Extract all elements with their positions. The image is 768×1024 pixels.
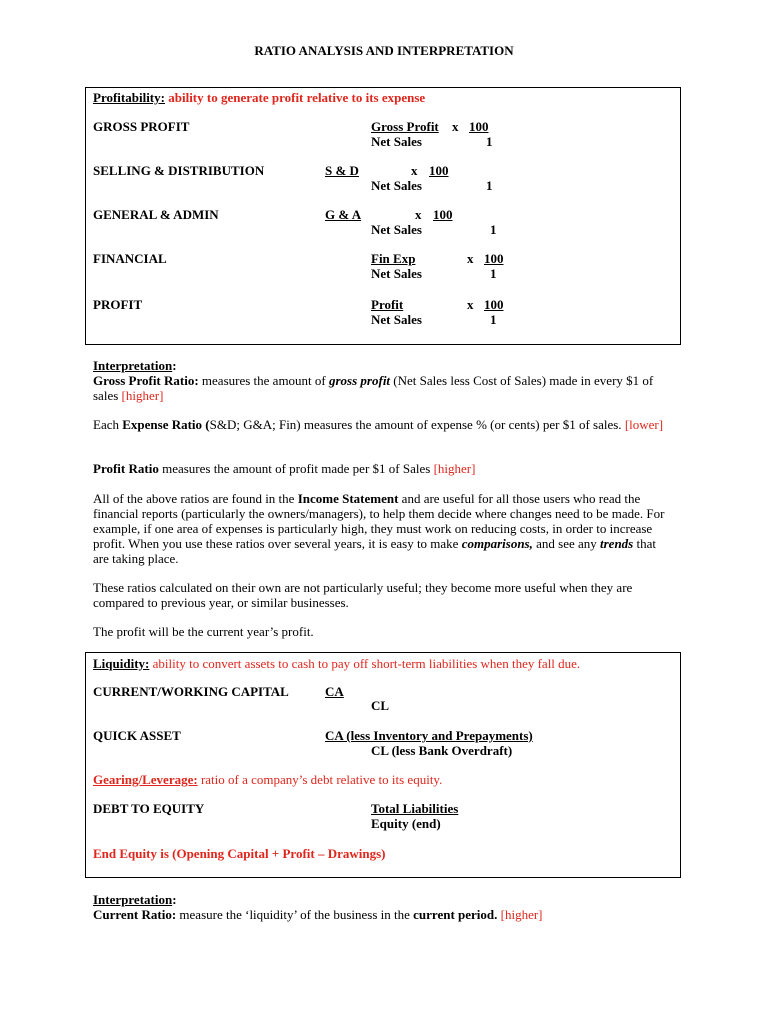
profitability-heading-line [93,90,425,105]
ratio-denominator: Equity (end) [371,816,441,831]
emphasis: gross profit [329,373,391,388]
text: (Net Sales less Cost of Sales) made in every $1 of sales [93,373,654,403]
gearing-description: ratio of a company’s debt relative to its equity. [197,772,443,787]
liquidity-heading: Liquidity: [93,656,150,671]
hundred: 100 [484,297,504,312]
text: measures the amount of [198,373,329,388]
hundred: 100 [484,251,504,266]
times-sign: x [467,297,474,312]
ratio-numerator: Profit [371,297,404,312]
end-equity-note: End Equity is (Opening Capital + Profit – Drawings) [93,846,386,861]
expense-ratio-label: Expense Ratio ( [122,417,210,432]
current-ratio-label: Current Ratio: [93,907,177,922]
ratio-numerator: G & A [325,207,362,222]
one: 1 [486,178,493,193]
times-sign: x [452,119,459,134]
one: 1 [490,222,497,237]
income-statement-paragraph [93,491,673,566]
ratio-label-selling-distribution: SELLING & DISTRIBUTION [93,163,265,178]
direction-tag: [higher] [433,461,476,476]
ratio-denominator: Net Sales [371,222,422,237]
ratio-denominator: CL (less Bank Overdraft) [371,743,513,758]
page-title: RATIO ANALYSIS AND INTERPRETATION [254,43,514,58]
text: measures the amount of profit made per $1 of Sales [158,461,434,476]
ratio-label-general-admin: GENERAL & ADMIN [93,207,219,222]
times-sign: x [415,207,422,222]
ratio-label-current: CURRENT/WORKING CAPITAL [93,684,289,699]
ratio-denominator: Net Sales [371,178,422,193]
ratio-numerator: Fin Exp [371,251,416,266]
ratio-label-financial: FINANCIAL [93,251,167,266]
gearing-heading-line [93,772,442,787]
hundred: 100 [469,119,489,134]
interpretation-heading-2 [93,892,177,907]
ratio-label-gross-profit: GROSS PROFIT [93,119,190,134]
liquidity-description: ability to convert assets to cash to pay off short-term liabilities when they fall due. [149,656,581,671]
ratio-numerator: Total Liabilities [371,801,459,816]
hundred: 100 [429,163,449,178]
emphasis: current period. [413,907,498,922]
text: S&D; G&A; Fin) measures the amount of expense % (or cents) per $1 of sales. [209,417,625,432]
profitability-description: ability to generate profit relative to its expense [164,90,426,105]
gearing-heading: Gearing/Leverage: [93,772,198,787]
text: and are useful for all those users who read the financial reports (particularly the owners/managers), to help them decide where changes need to be made. For example, if one area of expenses is particularly high, they must work on reducing costs, in order to increase profit. When you use these ratios over several years, it is easy to make [93,491,665,551]
ratio-label-profit: PROFIT [93,297,143,312]
text: measure the ‘liquidity’ of the business in the [176,907,414,922]
ratio-numerator: CA [325,684,344,699]
interpretation-heading [93,358,177,373]
hundred: 100 [433,207,453,222]
ratio-numerator: Gross Profit [371,119,439,134]
text: that are taking place. [93,536,656,566]
direction-tag: [higher] [500,907,543,922]
direction-tag: [higher] [121,388,164,403]
interpretation-heading-text: Interpretation [93,358,173,373]
liquidity-heading-line [93,656,580,671]
text: Each [93,417,123,432]
expense-ratio-paragraph [93,417,673,432]
current-profit-paragraph: The profit will be the current year’s profit. [93,624,314,639]
times-sign: x [467,251,474,266]
one: 1 [490,266,497,281]
ratio-denominator: Net Sales [371,134,422,149]
profitability-heading: Profitability: [93,90,165,105]
emphasis: Income Statement [297,491,399,506]
emphasis: trends [600,536,634,551]
ratio-denominator: Net Sales [371,312,422,327]
gross-profit-ratio-label: Gross Profit Ratio: [93,373,199,388]
current-ratio-paragraph [93,907,543,922]
interpretation-colon: : [172,892,177,907]
ratio-numerator: CA (less Inventory and Prepayments) [325,728,533,743]
profit-ratio-label: Profit Ratio [93,461,159,476]
one: 1 [486,134,493,149]
one: 1 [490,312,497,327]
ratio-numerator: S & D [325,163,359,178]
emphasis: comparisons, [461,536,533,551]
profit-ratio-paragraph [93,461,673,476]
interpretation-colon: : [172,358,177,373]
times-sign: x [411,163,418,178]
ratio-label-debt-to-equity: DEBT TO EQUITY [93,801,205,816]
direction-tag: [lower] [624,417,664,432]
interpretation-heading-text: Interpretation [93,892,173,907]
text: and see any [532,536,601,551]
ratio-denominator: Net Sales [371,266,422,281]
ratio-denominator: CL [371,698,390,713]
text: All of the above ratios are found in the [93,491,298,506]
gross-profit-ratio-paragraph [93,373,673,403]
ratio-label-quick-asset: QUICK ASSET [93,728,181,743]
comparison-paragraph: These ratios calculated on their own are not particularly useful; they become more useful when they are compared to previous year, or similar businesses. [93,580,633,610]
